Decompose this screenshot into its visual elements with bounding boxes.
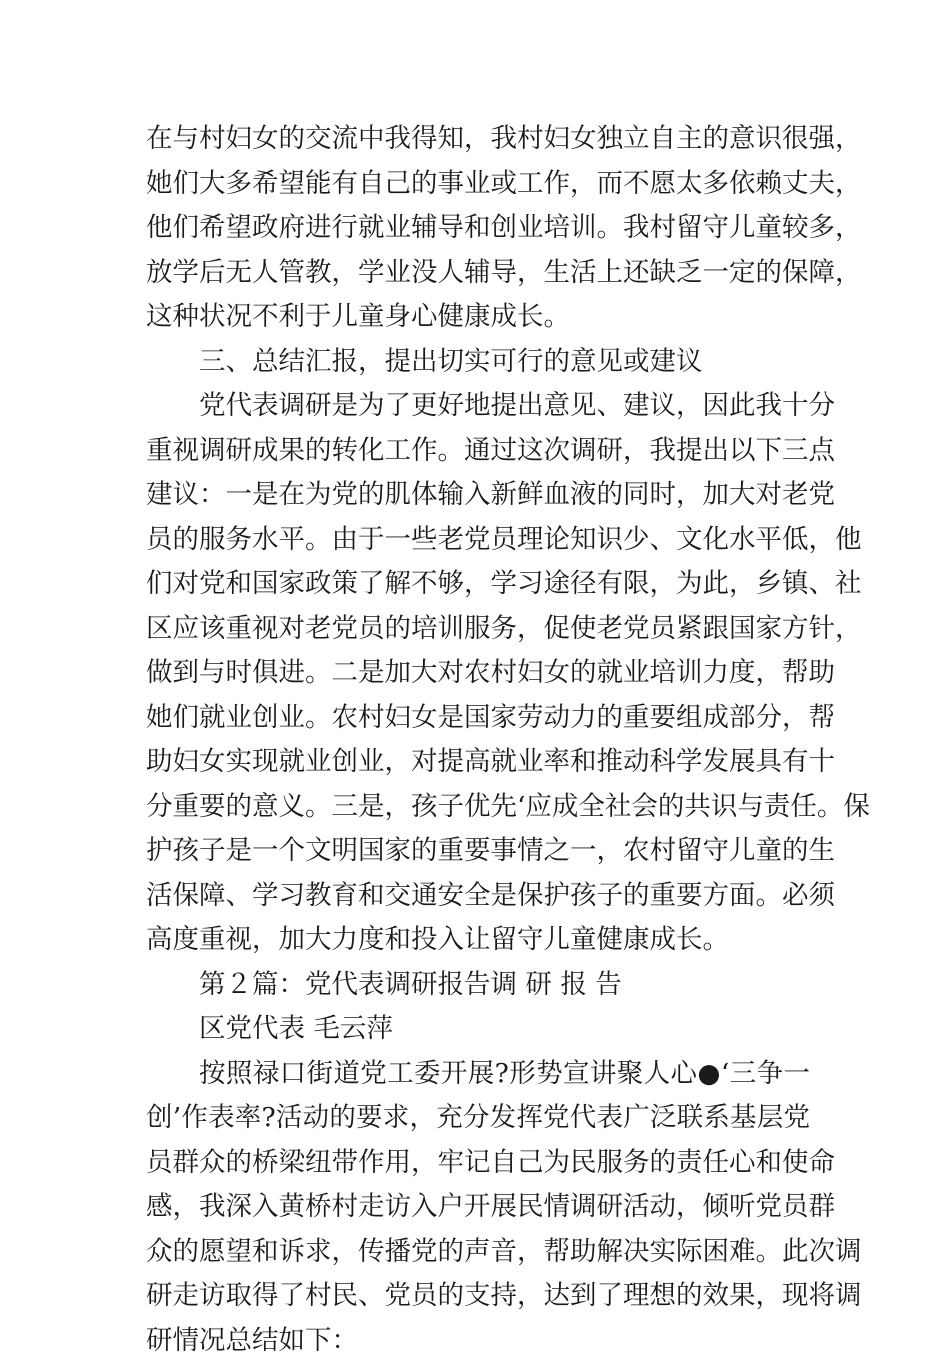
- document-body: [146, 117, 810, 1363]
- text-line: 高度重视，加大力度和投入让留守儿童健康成长。: [146, 918, 810, 963]
- text-line: 按照禄口街道党工委开展?形势宣讲聚人心●‘三争一: [146, 1052, 810, 1097]
- text-line: 活保障、学习教育和交通安全是保护孩子的重要方面。必须: [146, 874, 810, 919]
- text-line: 研情况总结如下：: [146, 1319, 810, 1363]
- text-line: 护孩子是一个文明国家的重要事情之一，农村留守儿童的生: [146, 829, 810, 874]
- text-line: 这种状况不利于儿童身心健康成长。: [146, 295, 810, 340]
- text-line: 研走访取得了村民、党员的支持，达到了理想的效果，现将调: [146, 1274, 810, 1319]
- text-line: 创’作表率?活动的要求，充分发挥党代表广泛联系基层党: [146, 1096, 810, 1141]
- text-line: 三、总结汇报，提出切实可行的意见或建议: [146, 340, 810, 385]
- text-line: 放学后无人管教，学业没人辅导，生活上还缺乏一定的保障，: [146, 251, 810, 296]
- text-line: 众的愿望和诉求，传播党的声音，帮助解决实际困难。此次调: [146, 1230, 810, 1275]
- text-line: 重视调研成果的转化工作。通过这次调研，我提出以下三点: [146, 429, 810, 474]
- text-line: 在与村妇女的交流中我得知，我村妇女独立自主的意识很强，: [146, 117, 810, 162]
- text-line: 建议：一是在为党的肌体输入新鲜血液的同时，加大对老党: [146, 473, 810, 518]
- text-line: 区党代表 毛云萍: [146, 1007, 810, 1052]
- text-line: 助妇女实现就业创业，对提高就业率和推动科学发展具有十: [146, 740, 810, 785]
- text-line: 她们就业创业。农村妇女是国家劳动力的重要组成部分，帮: [146, 696, 810, 741]
- text-line: 做到与时俱进。二是加大对农村妇女的就业培训力度，帮助: [146, 651, 810, 696]
- text-line: 他们希望政府进行就业辅导和创业培训。我村留守儿童较多，: [146, 206, 810, 251]
- text-line: 区应该重视对老党员的培训服务，促使老党员紧跟国家方针，: [146, 607, 810, 652]
- text-line: 感，我深入黄桥村走访入户开展民情调研活动，倾听党员群: [146, 1185, 810, 1230]
- text-line: 员群众的桥梁纽带作用，牢记自己为民服务的责任心和使命: [146, 1141, 810, 1186]
- text-line: 第２篇：党代表调研报告调 研 报 告: [146, 963, 810, 1008]
- text-line: 她们大多希望能有自己的事业或工作，而不愿太多依赖丈夫，: [146, 162, 810, 207]
- text-line: 员的服务水平。由于一些老党员理论知识少、文化水平低，他: [146, 518, 810, 563]
- text-line: 党代表调研是为了更好地提出意见、建议，因此我十分: [146, 384, 810, 429]
- text-line: 们对党和国家政策了解不够，学习途径有限，为此，乡镇、社: [146, 562, 810, 607]
- text-line: 分重要的意义。三是，孩子优先‘应成全社会的共识与责任。保: [146, 785, 810, 830]
